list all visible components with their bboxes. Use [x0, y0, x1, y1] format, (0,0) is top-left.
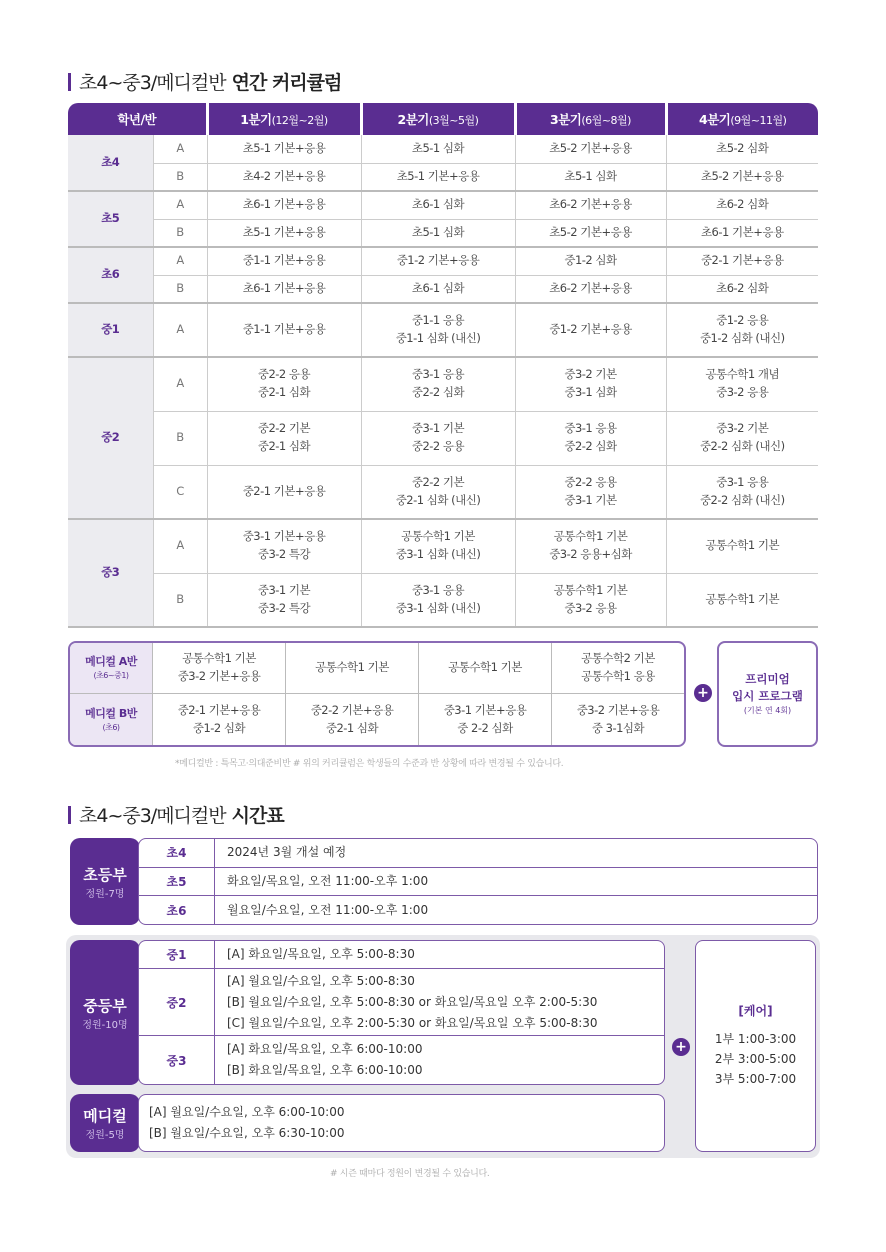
- curriculum-cell: 중2-2 응용 중2-1 심화: [207, 357, 361, 411]
- medical-cell: 공통수학1 기본 중3-2 기본+응용: [152, 643, 285, 694]
- schedule-line: [A] 월요일/수요일, 오후 5:00-8:30: [227, 973, 415, 988]
- header-main: 4분기: [699, 112, 731, 127]
- header-sub: (3월~5월): [428, 114, 479, 127]
- schedule-line: [B] 월요일/수요일, 오후 6:30-10:00: [149, 1126, 345, 1140]
- curriculum-cell: 초5-1 심화: [515, 163, 666, 191]
- grade-label: 중1: [139, 941, 215, 968]
- curriculum-cell: 초6-1 기본+응용: [207, 275, 361, 303]
- header-main: 학년/반: [117, 112, 157, 127]
- title-normal: 초4~중3/메디컬반: [79, 72, 226, 94]
- class-cell: A: [153, 135, 207, 163]
- table-row: [68, 465, 818, 519]
- medical-sub: (초6): [102, 722, 120, 732]
- schedule-line: 2024년 3월 개설 예정: [227, 845, 347, 860]
- class-cell: A: [153, 519, 207, 573]
- header-1: [207, 103, 361, 135]
- curriculum-cell: 공통수학1 기본 중3-2 응용: [515, 573, 666, 627]
- table-row: [68, 247, 818, 275]
- care-line: 3부 5:00-7:00: [714, 1071, 797, 1086]
- curriculum-cell: 중2-2 기본 중2-1 심화: [207, 411, 361, 465]
- curriculum-cell: 초6-1 심화: [361, 275, 515, 303]
- header-2: [361, 103, 515, 135]
- curriculum-cell: 중3-2 기본 중2-2 심화 (내신): [666, 411, 818, 465]
- schedule-line: 화요일/목요일, 오전 11:00-오후 1:00: [227, 873, 429, 888]
- grade-cell: 초5: [68, 191, 153, 247]
- grade-label: 초4: [139, 839, 215, 867]
- curriculum-cell: 중2-1 기본+응용: [666, 247, 818, 275]
- curriculum-cell: 중3-1 응용 중2-2 심화: [361, 357, 515, 411]
- medical-name: 메디컬 A반: [85, 655, 137, 669]
- curriculum-cell: 중3-1 응용 중2-2 심화 (내신): [666, 465, 818, 519]
- class-cell: B: [153, 573, 207, 627]
- middle-schedule: [138, 940, 665, 1085]
- medical-cell: 공통수학1 기본: [285, 643, 418, 694]
- curriculum-cell: 초5-1 기본+응용: [207, 219, 361, 247]
- curriculum-cell: 중1-1 응용 중1-1 심화 (내신): [361, 303, 515, 357]
- plus-icon: +: [672, 1038, 690, 1056]
- curriculum-cell: 중3-1 응용 중2-2 심화: [515, 411, 666, 465]
- medical-schedule: [138, 1094, 665, 1152]
- grade-cell: 중3: [68, 519, 153, 627]
- table-row: [68, 135, 818, 163]
- header-0: [68, 103, 207, 135]
- curriculum-cell: 초6-2 심화: [666, 191, 818, 219]
- timetable-footnote: # 시즌 때마다 정원이 변경될 수 있습니다.: [330, 1169, 490, 1179]
- grade-cell: 초6: [68, 247, 153, 303]
- class-cell: A: [153, 357, 207, 411]
- timetable-title: [68, 801, 284, 828]
- curriculum-cell: 초6-1 기본+응용: [666, 219, 818, 247]
- class-cell: C: [153, 465, 207, 519]
- schedule-line: [C] 월요일/수요일, 오후 2:00-5:30 or 화요일/목요일 오후 5:00-8:30: [227, 1015, 598, 1030]
- curriculum-cell: 초5-1 심화: [361, 135, 515, 163]
- curriculum-cell: 중1-1 기본+응용: [207, 247, 361, 275]
- curriculum-cell: 중1-2 기본+응용: [361, 247, 515, 275]
- curriculum-title: [68, 68, 341, 95]
- title-normal: 초4~중3/메디컬반: [79, 805, 226, 827]
- schedule-times: [215, 969, 598, 1035]
- table-row: [68, 411, 818, 465]
- curriculum-cell: 초5-1 기본+응용: [361, 163, 515, 191]
- elementary-label: [70, 838, 140, 925]
- schedule-line: [A] 화요일/목요일, 오후 5:00-8:30: [227, 947, 415, 961]
- header-main: 1분기: [240, 112, 272, 127]
- medical-cell: 공통수학1 기본: [418, 643, 551, 694]
- table-row: [68, 219, 818, 247]
- curriculum-table: [68, 103, 818, 628]
- class-cell: B: [153, 163, 207, 191]
- curriculum-footnote: *메디컬반 : 특목고·의대준비반 # 위의 커리큘럼은 학생들의 수준과 반 상황에 따라 변경될 수 있습니다.: [175, 759, 564, 769]
- curriculum-cell: 공통수학1 개념 중3-2 응용: [666, 357, 818, 411]
- medical-label: [70, 1094, 140, 1152]
- capacity: 정원-5명: [85, 1130, 125, 1141]
- grade-label: 중2: [139, 969, 215, 1035]
- schedule-line: [B] 월요일/수요일, 오후 5:00-8:30 or 화요일/목요일 오후 2:00-5:30: [227, 994, 598, 1009]
- curriculum-cell: 초5-1 심화: [361, 219, 515, 247]
- curriculum-cell: 초5-2 기본+응용: [515, 135, 666, 163]
- curriculum-cell: 초6-2 심화: [666, 275, 818, 303]
- table-row: [68, 163, 818, 191]
- curriculum-cell: 초4-2 기본+응용: [207, 163, 361, 191]
- curriculum-cell: 초6-2 기본+응용: [515, 191, 666, 219]
- grade-cell: 중2: [68, 357, 153, 519]
- header-sub: (12월~2월): [271, 114, 328, 127]
- schedule-line: [A] 월요일/수요일, 오후 6:00-10:00: [149, 1105, 345, 1119]
- header-sub: (6월~8월): [581, 114, 631, 127]
- grade-label: 초5: [139, 868, 215, 896]
- grade-label: 초6: [139, 896, 215, 924]
- grade-label: 중3: [139, 1036, 215, 1084]
- curriculum-cell: 중3-1 기본 중2-2 응용: [361, 411, 515, 465]
- curriculum-cell: 초5-2 심화: [666, 135, 818, 163]
- title-bar: [68, 73, 71, 91]
- medical-sub: (초6~중1): [93, 671, 129, 681]
- curriculum-cell: 공통수학1 기본 중3-2 응용+심화: [515, 519, 666, 573]
- premium-line2: 입시 프로그램: [732, 689, 803, 703]
- table-row: [68, 519, 818, 573]
- table-row: [68, 191, 818, 219]
- class-cell: A: [153, 247, 207, 275]
- table-row: [68, 275, 818, 303]
- curriculum-cell: 초6-1 기본+응용: [207, 191, 361, 219]
- label-text: 초등부: [83, 865, 127, 884]
- class-cell: B: [153, 219, 207, 247]
- elementary-schedule: [138, 838, 818, 925]
- care-line: 1부 1:00-3:00: [714, 1032, 797, 1047]
- schedule-row: [139, 941, 664, 969]
- curriculum-cell: 공통수학1 기본: [666, 573, 818, 627]
- grade-cell: 초4: [68, 135, 153, 191]
- curriculum-cell: 초5-2 기본+응용: [515, 219, 666, 247]
- curriculum-cell: 중3-1 응용 중3-1 심화 (내신): [361, 573, 515, 627]
- header-main: 3분기: [550, 112, 582, 127]
- table-row: [68, 303, 818, 357]
- table-row: [68, 573, 818, 627]
- schedule-line: [B] 화요일/목요일, 오후 6:00-10:00: [227, 1063, 423, 1077]
- medical-cell: 중3-1 기본+응용 중 2-2 심화: [418, 694, 551, 745]
- grade-cell: 중1: [68, 303, 153, 357]
- header-4: [666, 103, 818, 135]
- schedule-times: [215, 839, 346, 867]
- header-main: 2분기: [397, 112, 429, 127]
- schedule-row: [139, 1036, 664, 1084]
- curriculum-cell: 초6-2 기본+응용: [515, 275, 666, 303]
- medical-cell: 중2-2 기본+응용 중2-1 심화: [285, 694, 418, 745]
- header-3: [515, 103, 666, 135]
- care-box: [695, 940, 816, 1152]
- capacity: 정원-7명: [85, 888, 125, 900]
- curriculum-cell: 중2-2 응용 중3-1 기본: [515, 465, 666, 519]
- schedule-row: [139, 868, 817, 897]
- curriculum-cell: 초5-1 기본+응용: [207, 135, 361, 163]
- curriculum-cell: 공통수학1 기본: [666, 519, 818, 573]
- class-cell: B: [153, 411, 207, 465]
- curriculum-cell: 초5-2 기본+응용: [666, 163, 818, 191]
- curriculum-cell: 공통수학1 기본 중3-1 심화 (내신): [361, 519, 515, 573]
- curriculum-cell: 중3-1 기본+응용 중3-2 특강: [207, 519, 361, 573]
- curriculum-cell: 중3-1 기본 중3-2 특강: [207, 573, 361, 627]
- plus-icon: +: [694, 684, 712, 702]
- schedule-row: [139, 896, 817, 924]
- curriculum-cell: 중1-2 기본+응용: [515, 303, 666, 357]
- middle-label: [70, 940, 140, 1085]
- schedule-row: [139, 969, 664, 1036]
- schedule-times: [215, 941, 415, 968]
- medical-name: 메디컬 B반: [85, 706, 137, 720]
- premium-program-box: [717, 641, 818, 747]
- medical-class-label: [70, 694, 152, 745]
- premium-sub: (기본 연 4회): [743, 706, 792, 716]
- premium-line1: 프리미엄: [745, 671, 790, 686]
- title-bar: [68, 806, 71, 824]
- curriculum-cell: 중1-1 기본+응용: [207, 303, 361, 357]
- curriculum-cell: 중2-1 기본+응용: [207, 465, 361, 519]
- curriculum-cell: 중1-2 응용 중1-2 심화 (내신): [666, 303, 818, 357]
- schedule-times: [215, 1036, 423, 1084]
- curriculum-cell: 초6-1 심화: [361, 191, 515, 219]
- class-cell: A: [153, 303, 207, 357]
- schedule-times: [215, 896, 428, 924]
- schedule-line: 월요일/수요일, 오전 11:00-오후 1:00: [227, 902, 429, 917]
- curriculum-cell: 중2-2 기본 중2-1 심화 (내신): [361, 465, 515, 519]
- medical-cell: 중2-1 기본+응용 중1-2 심화: [152, 694, 285, 745]
- care-title: [케어]: [738, 1004, 773, 1019]
- medical-class-label: [70, 643, 152, 694]
- medical-cell: 중3-2 기본+응용 중 3-1심화: [551, 694, 684, 745]
- schedule-times: [215, 868, 428, 896]
- header-sub: (9월~11월): [730, 114, 787, 127]
- schedule-row: [139, 839, 817, 868]
- table-row: [68, 357, 818, 411]
- care-line: 2부 3:00-5:00: [714, 1052, 797, 1066]
- medical-cell: 공통수학2 기본 공통수학1 응용: [551, 643, 684, 694]
- capacity: 정원-10명: [82, 1019, 128, 1031]
- medical-curriculum: [68, 641, 686, 747]
- label-text: 중등부: [83, 996, 127, 1015]
- title-bold: 시간표: [231, 805, 284, 827]
- curriculum-cell: 중1-2 심화: [515, 247, 666, 275]
- class-cell: B: [153, 275, 207, 303]
- class-cell: A: [153, 191, 207, 219]
- curriculum-cell: 중3-2 기본 중3-1 심화: [515, 357, 666, 411]
- schedule-line: [A] 화요일/목요일, 오후 6:00-10:00: [227, 1042, 423, 1056]
- label-text: 메디컬: [83, 1107, 127, 1125]
- title-bold: 연간 커리큘럼: [231, 72, 342, 94]
